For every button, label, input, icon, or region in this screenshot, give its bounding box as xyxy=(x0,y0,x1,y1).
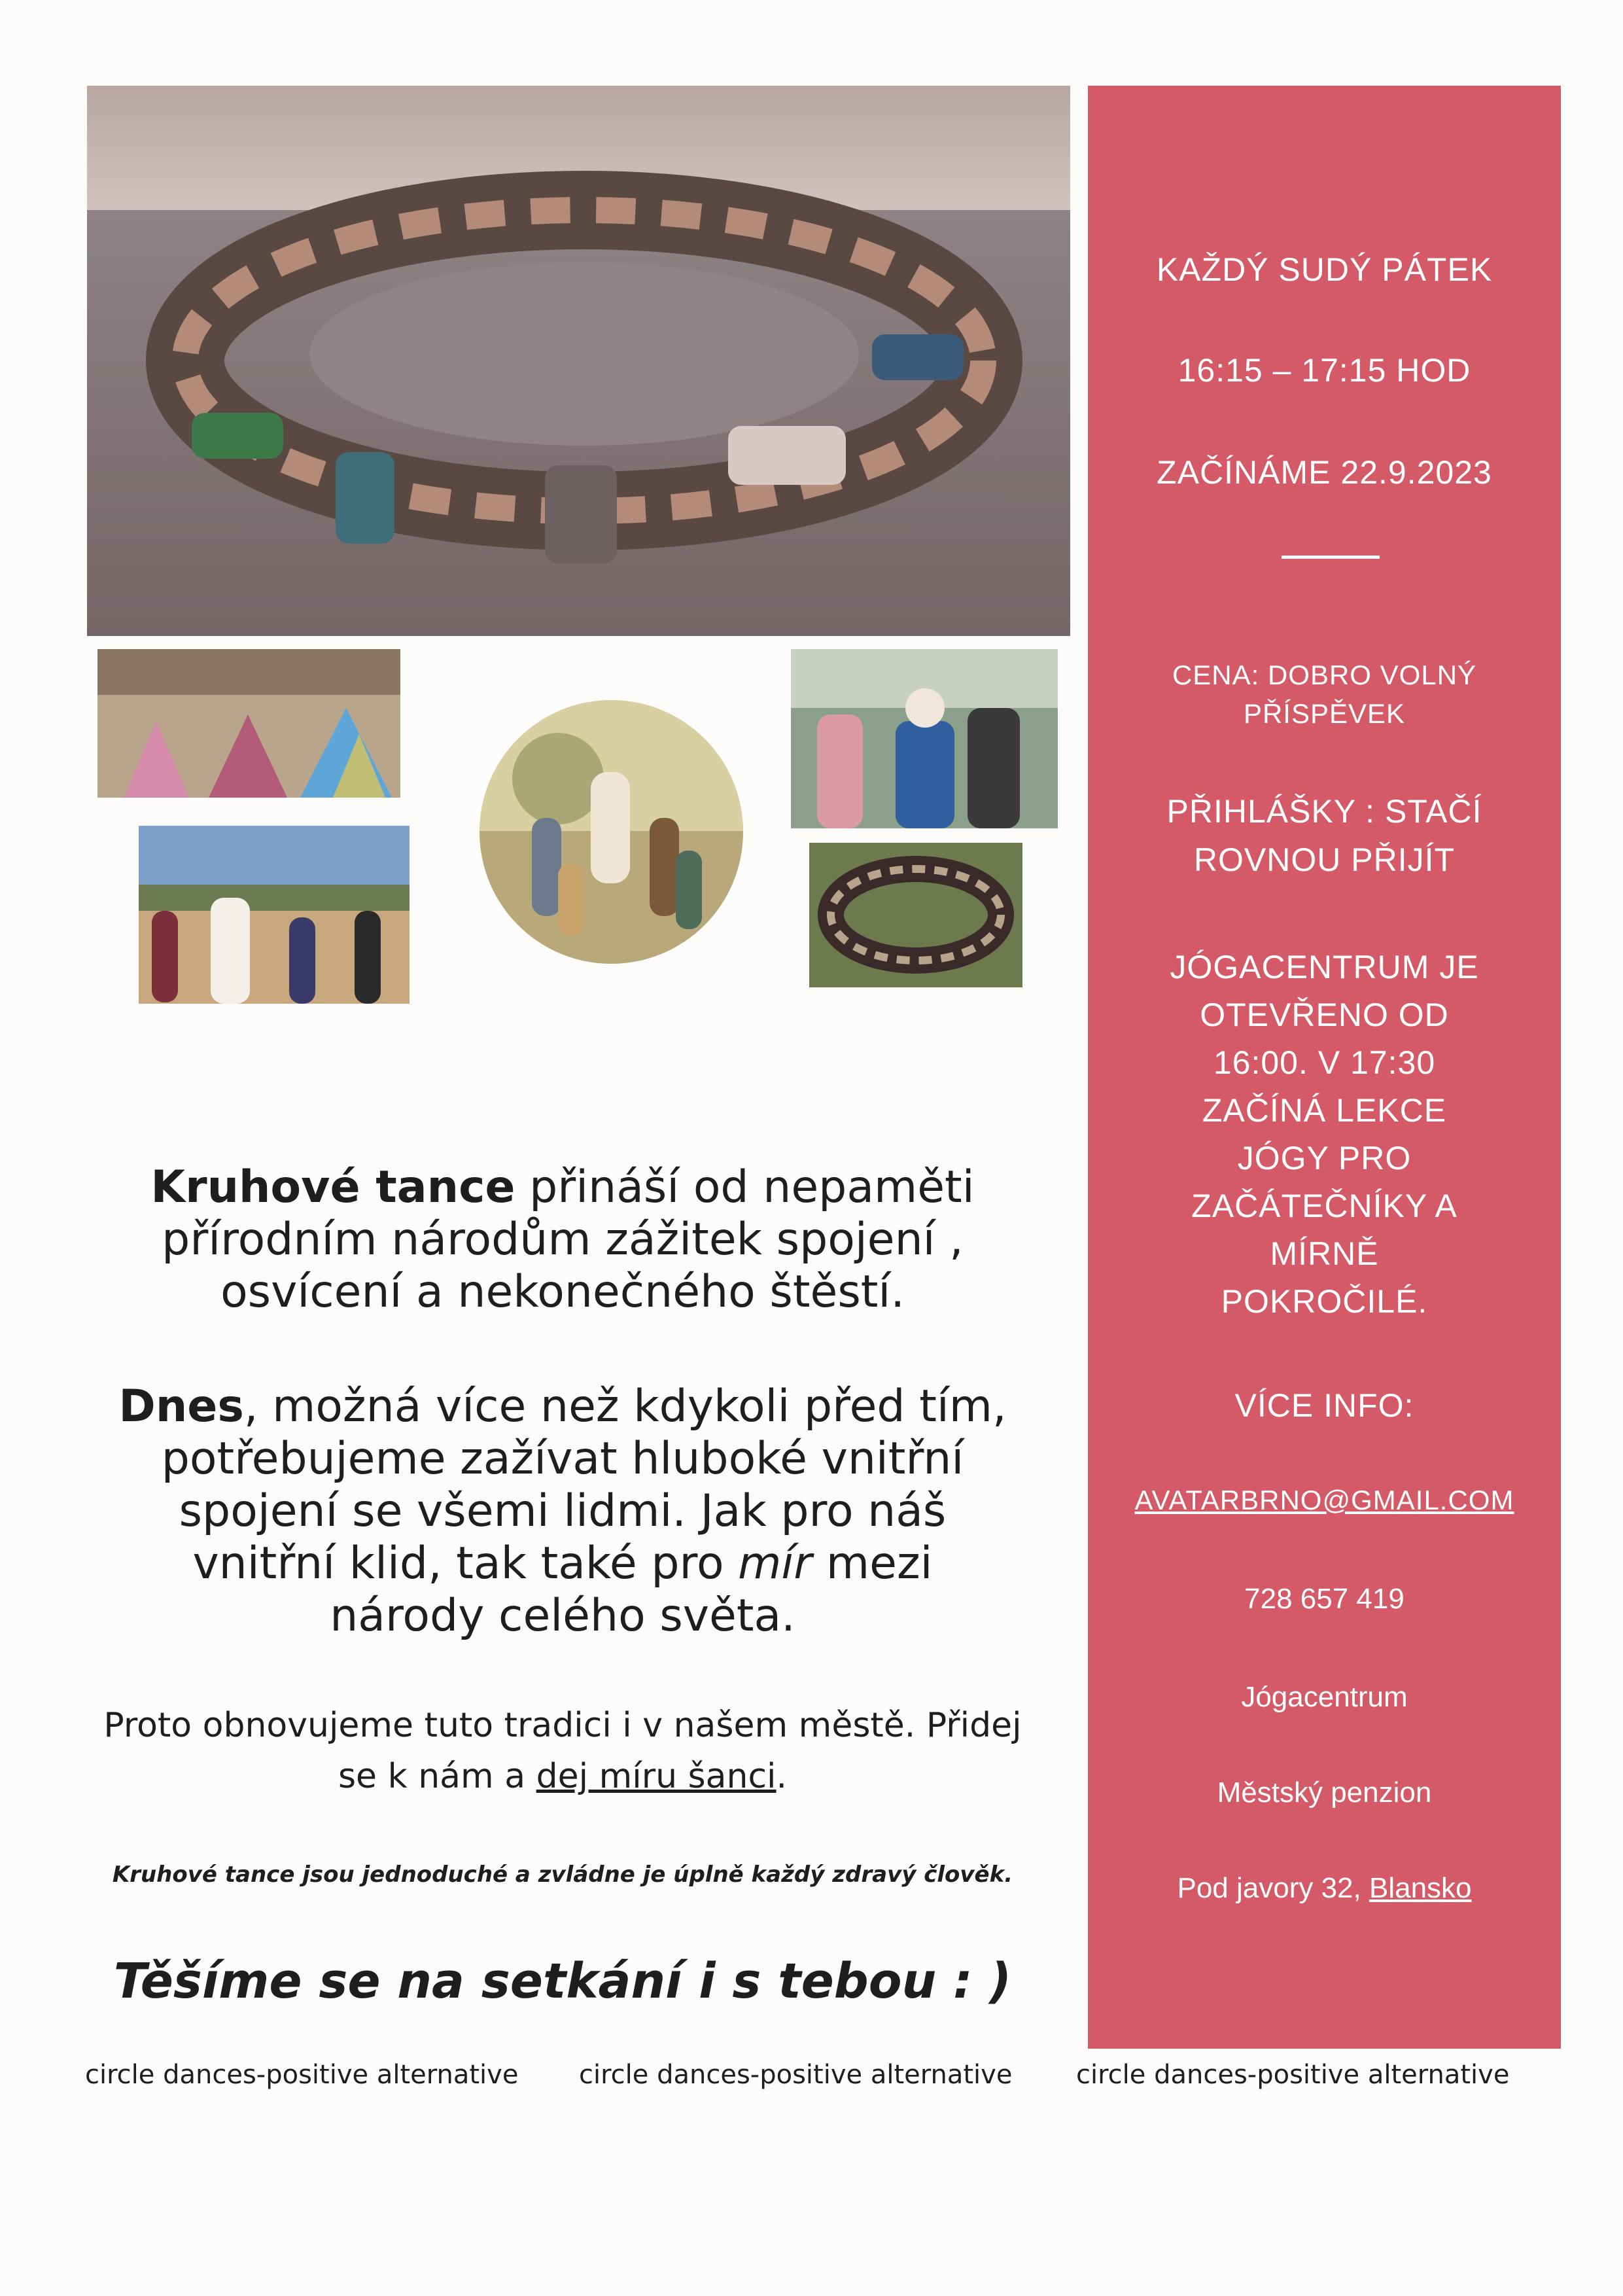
price-line-1: CENA: DOBRO VOLNÝ xyxy=(1172,660,1477,690)
peace-chance-link[interactable]: dej míru šanci xyxy=(536,1757,777,1796)
folk-dancers-photo xyxy=(97,649,400,798)
email-link[interactable]: AVATARBRNO@GMAIL.COM xyxy=(1134,1485,1514,1515)
venue-address xyxy=(1088,1872,1561,1905)
today-line-2: potřebujeme zažívat hluboké vnitřní xyxy=(161,1433,964,1485)
today-line-5: národy celého světa. xyxy=(330,1590,795,1642)
tradition-line-2b: . xyxy=(776,1757,788,1796)
today-bold: Dnes xyxy=(118,1381,244,1432)
phone-number: 728 657 419 xyxy=(1244,1583,1405,1615)
schedule-day: KAŽDÝ SUDÝ PÁTEK xyxy=(1156,251,1493,288)
centre-line-1: JÓGACENTRUM JE xyxy=(1170,949,1479,985)
event-info-sidebar xyxy=(1088,86,1561,2049)
address-town-link[interactable]: Blansko xyxy=(1369,1872,1472,1904)
intro-line-3: osvícení a nekonečného štěstí. xyxy=(220,1266,905,1318)
footer-item-1: circle dances-positive alternative xyxy=(85,2060,519,2090)
centre-line-4: ZAČÍNÁ LEKCE xyxy=(1202,1092,1447,1129)
intro-bold: Kruhové tance xyxy=(150,1161,515,1213)
today-line-3: spojení se všemi lidmi. Jak pro náš xyxy=(179,1485,947,1537)
today-line-1: , možná více než kdykoli před tím, xyxy=(243,1381,1007,1432)
children-circle-painting xyxy=(480,700,743,964)
outdoor-dancers-photo xyxy=(139,826,410,1004)
venue-name: Jógacentrum xyxy=(1241,1681,1408,1713)
today-line-4-italic: mír xyxy=(738,1538,812,1589)
today-line-4a: vnitřní klid, tak také pro xyxy=(192,1538,739,1589)
today-line-4b: mezi xyxy=(812,1538,933,1589)
centre-line-8: POKROČILÉ. xyxy=(1221,1283,1428,1320)
footer-item-3: circle dances-positive alternative xyxy=(1076,2060,1510,2090)
note-text: Kruhové tance jsou jednoduché a zvládne je úplně každý zdravý člověk. xyxy=(112,1862,1013,1888)
tradition-line-1: Proto obnovujeme tuto tradici i v našem městě. Přidej xyxy=(103,1706,1022,1745)
price-line-2: PŘÍSPĚVEK xyxy=(1243,698,1406,729)
circle-lying-photo xyxy=(87,86,1070,636)
venue-building: Městský penzion xyxy=(1217,1776,1432,1809)
start-date: ZAČÍNÁME 22.9.2023 xyxy=(1157,454,1492,491)
centre-line-2: OTEVŘENO OD xyxy=(1200,997,1449,1033)
centre-line-5: JÓGY PRO xyxy=(1237,1140,1412,1176)
signup-line-2: ROVNOU PŘIJÍT xyxy=(1193,841,1456,878)
dutch-dancers-photo xyxy=(791,649,1058,828)
centre-line-6: ZAČÁTEČNÍKY A xyxy=(1191,1188,1457,1224)
intro-paragraph xyxy=(72,1161,1053,1318)
tradition-line-2a: se k nám a xyxy=(338,1757,536,1796)
divider xyxy=(1282,556,1380,559)
intro-line-1: přináší od nepaměti xyxy=(515,1161,975,1213)
slogan-text: Těšíme se na setkání i s tebou : ) xyxy=(113,1953,1012,2009)
today-paragraph xyxy=(72,1381,1053,1642)
centre-line-3: 16:00. V 17:30 xyxy=(1213,1044,1436,1081)
address-street: Pod javory 32, xyxy=(1177,1872,1369,1904)
info-label: VÍCE INFO: xyxy=(1234,1387,1414,1424)
centre-line-7: MÍRNĚ xyxy=(1270,1235,1379,1272)
circle-hands-photo xyxy=(809,843,1022,987)
schedule-time: 16:15 – 17:15 HOD xyxy=(1178,352,1471,389)
tradition-paragraph xyxy=(72,1700,1053,1802)
signup-line-1: PŘIHLÁŠKY : STAČÍ xyxy=(1166,793,1482,830)
footer-item-2: circle dances-positive alternative xyxy=(579,2060,1013,2090)
intro-line-2: přírodním národům zážitek spojení , xyxy=(162,1214,964,1265)
